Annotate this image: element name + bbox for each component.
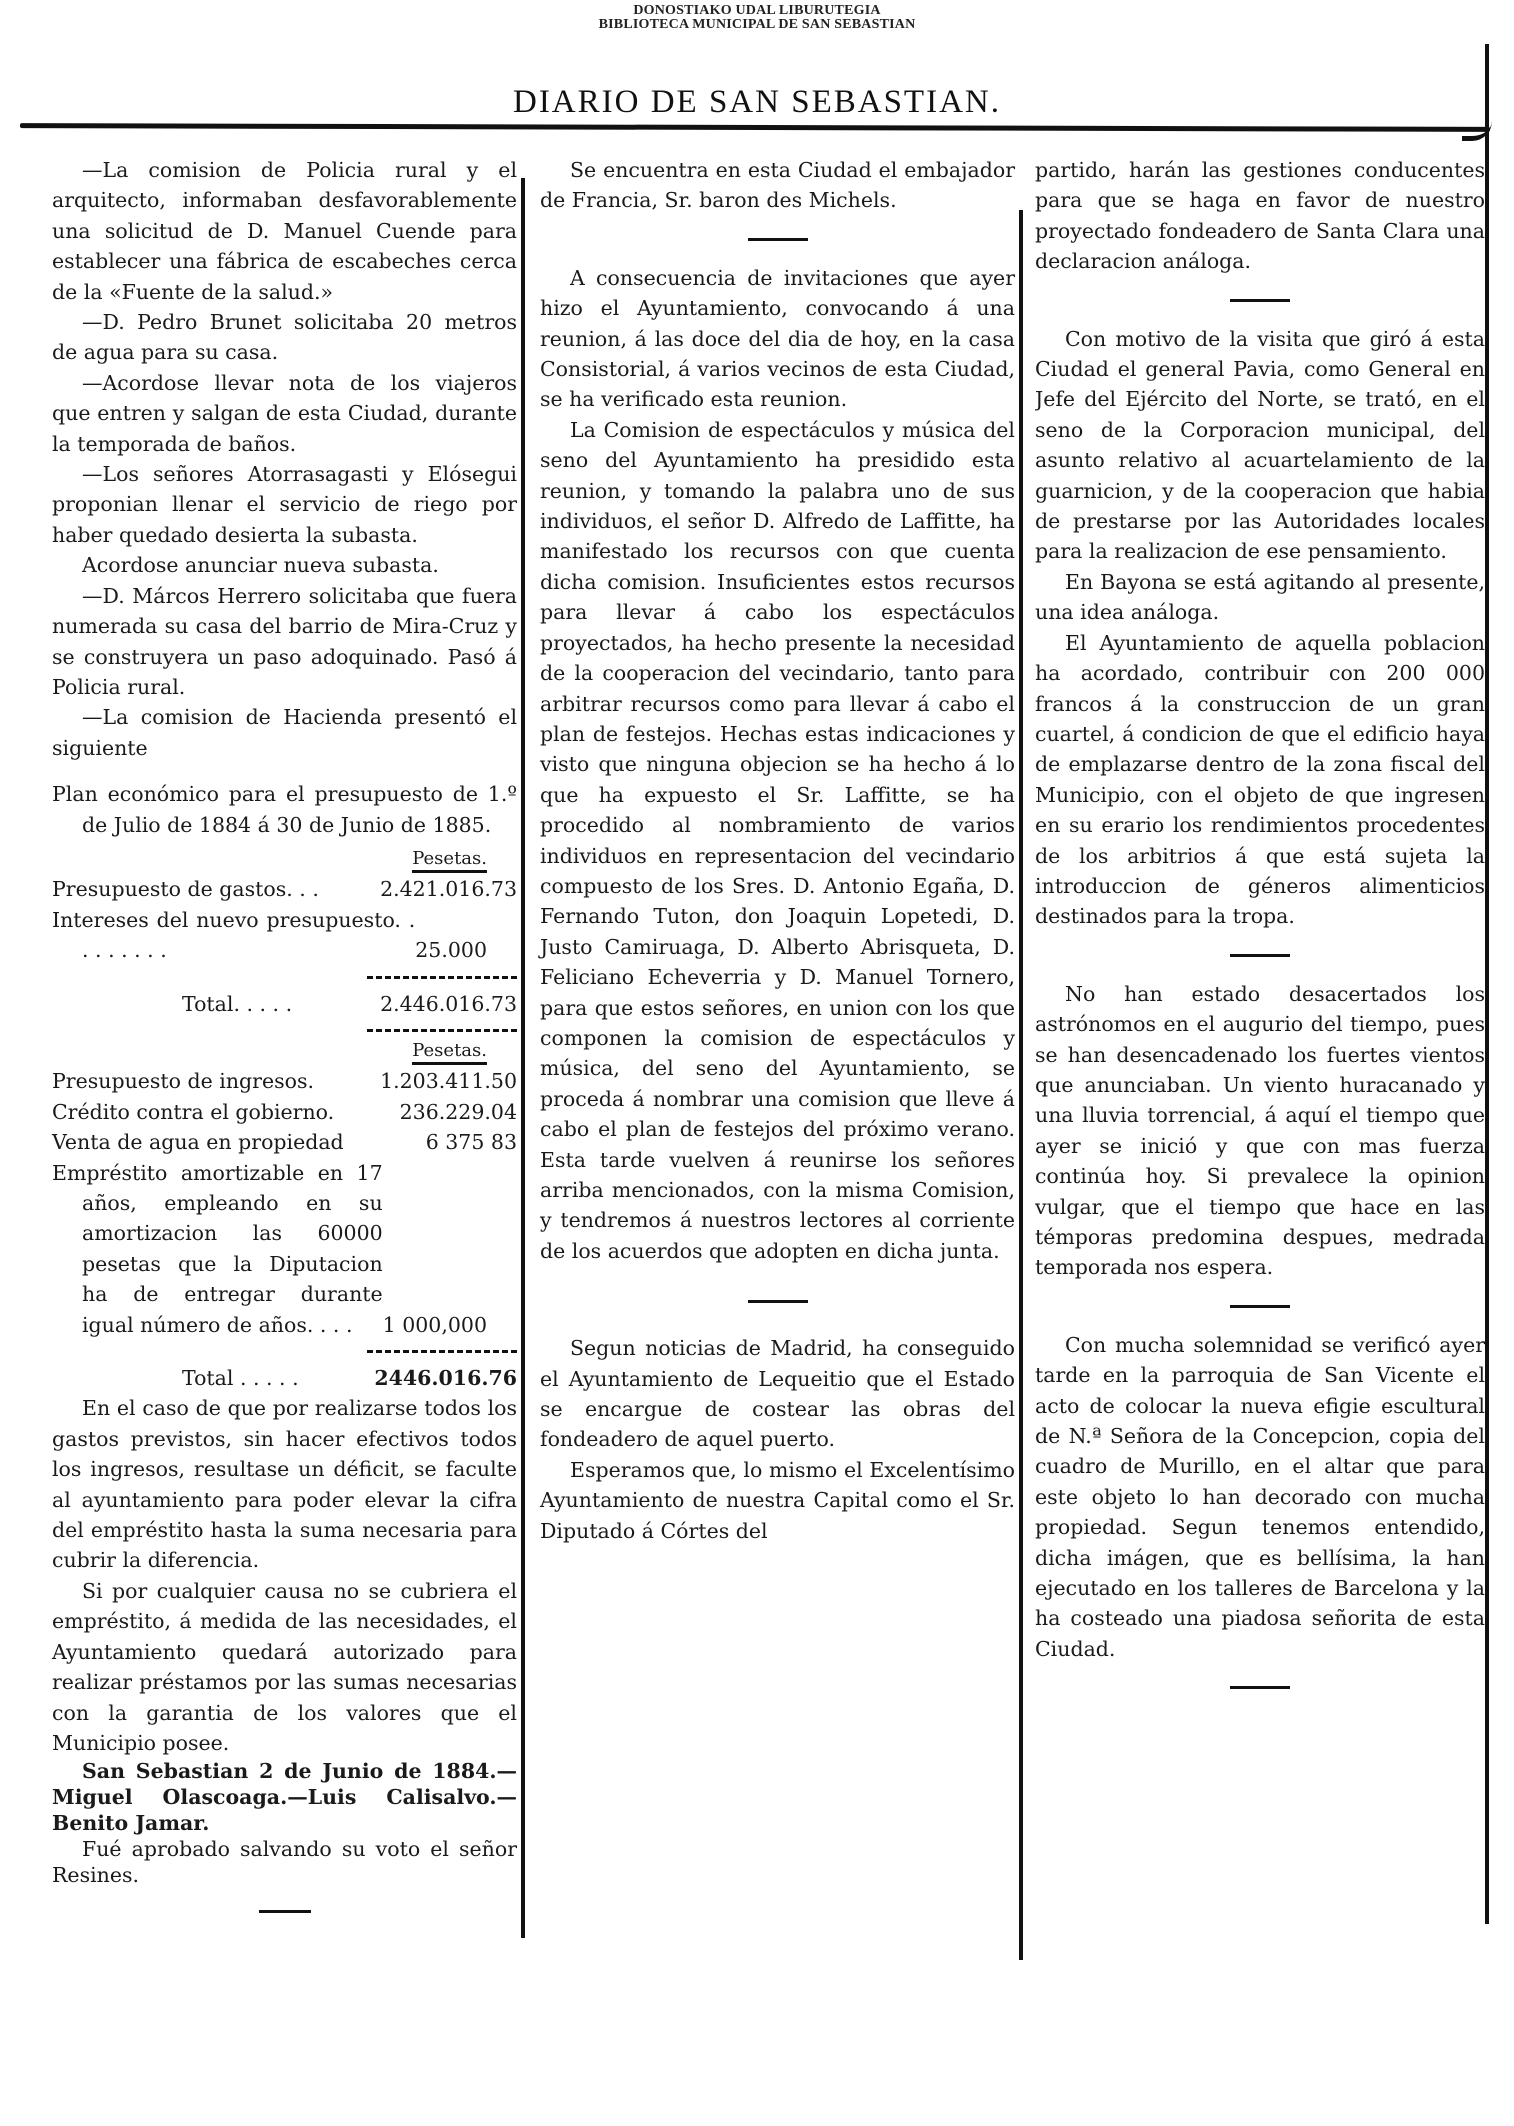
section-divider xyxy=(1230,299,1290,302)
income-label: Venta de agua en propiedad xyxy=(52,1130,344,1155)
paragraph: —Los señores Atorrasagasti y Elósegui proponian llenar el servicio de riego por haber quedado desierta la subasta. xyxy=(52,462,517,547)
income-amount: 1.203.411.50 xyxy=(380,1069,517,1094)
section-divider xyxy=(748,1300,808,1303)
income-label: Presupuesto de ingresos. xyxy=(52,1069,315,1094)
column-2 xyxy=(540,155,1015,1546)
section-divider xyxy=(1230,1305,1290,1308)
article xyxy=(540,155,1015,216)
section-divider xyxy=(1230,1686,1290,1689)
article xyxy=(1035,324,1485,932)
income-row xyxy=(52,1066,517,1096)
paragraph: Se encuentra en esta Ciudad el embajador de Francia, Sr. baron des Michels. xyxy=(540,158,1015,213)
article xyxy=(1035,979,1485,1283)
income-amount: 236.229.04 xyxy=(399,1099,517,1124)
paragraph: —D. Pedro Brunet solicitaba 20 metros de agua para su casa. xyxy=(52,310,517,365)
library-stamp xyxy=(0,4,1514,32)
paragraph: Con motivo de la visita que giró á esta Ciudad el general Pavia, como General en Jefe del Ejército del Norte, se trató, en el seno de la Corporacion municipal, del asunto relativo al acuartelamiento de la guarnicion, y de la cooperacion que habia de prestarse por las Autoridades locales para la realizacion de ese pensamiento. xyxy=(1035,326,1485,564)
paragraph: En el caso de que por realizarse todos los gastos previstos, sin hacer efectivos todos los ingresos, resultase un déficit, se faculte al ayuntamiento para poder elevar la cifra del empréstito hasta la suma necesaria para cubrir la diferencia. xyxy=(52,1396,517,1573)
paragraph: Si por cualquier causa no se cubriera el empréstito, á medida de las necesidades, el Ayuntamiento quedará autorizado para realizar préstamos por las sumas necesarias con la garantia de los valores que el Municipio posee. xyxy=(52,1578,517,1755)
expense-amount: 25.000 xyxy=(415,938,487,963)
paragraph: En Bayona se está agitando al presente, una idea análoga. xyxy=(1035,569,1485,625)
expense-label: Intereses del nuevo presupuesto. . . . . . . . . xyxy=(52,907,416,963)
income-total-row xyxy=(52,1363,517,1393)
paragraph: —D. Márcos Herrero solicitaba que fuera numerada su casa del barrio de Mira-Cruz y se construyera un paso adoquinado. Pasó á Policia rural. xyxy=(52,583,517,699)
paragraph: Esperamos que, lo mismo el Excelentísimo Ayuntamiento de nuestra Capital como el Sr. Diputado á Córtes del xyxy=(540,1457,1015,1543)
budget-plan-title: Plan económico para el presupuesto de 1.º de Julio de 1884 á 30 de Junio de 1885. xyxy=(52,782,517,837)
income-currency-header: Pesetas. xyxy=(52,1036,517,1066)
income-label: Empréstito amortizable en 17 años, empleando en su amortizacion las 60000 pesetas que la Diputacion ha de entregar durante igual número de años. . . . xyxy=(52,1160,383,1337)
column-1 xyxy=(52,155,517,1935)
income-label: Crédito contra el gobierno. xyxy=(52,1099,335,1124)
income-table xyxy=(52,1036,517,1393)
income-total-label: Total . . . . . xyxy=(182,1366,299,1391)
article-continuation xyxy=(1035,155,1485,277)
expenses-currency-header: Pesetas. xyxy=(52,844,517,874)
paragraph: partido, harán las gestiones conducentes para que se haga en favor de nuestro proyectado fondeadero de Santa Clara una declaracion análoga. xyxy=(1035,158,1485,274)
sum-rule xyxy=(367,1350,517,1353)
paragraph: A consecuencia de invitaciones que ayer hizo el Ayuntamiento, convocando á una reunion, á las doce del dia de hoy, en la casa Consistorial, á varios vecinos de esta Ciudad, se ha verificado esta reunion. xyxy=(540,265,1015,412)
masthead-rule xyxy=(20,123,1490,132)
sum-rule xyxy=(367,1029,517,1032)
income-row xyxy=(52,1127,517,1157)
paragraph: No han estado desacertados los astrónomos en el augurio del tiempo, pues se han desencadenado los fuertes vientos que anunciaban. Un viento huracanado y una lluvia torrencial, á aquí el tiempo que ayer se inició y que con mas fuerza continúa hoy. Si prevalece la opinion vulgar, que el tiempo que hace en las témporas predomina despues, medrada temporada nos espera. xyxy=(1035,981,1485,1280)
expense-row xyxy=(52,874,517,904)
newspaper-masthead: DIARIO DE SAN SEBASTIAN. xyxy=(512,84,1001,120)
paragraph: Con mucha solemnidad se verificó ayer tarde en la parroquia de San Vicente el acto de colocar la nueva efigie escultural de N.ª Señora de la Concepcion, copia del cuadro de Murillo, en el altar que para este objeto lo han decorado con mucha propiedad. Segun tenemos entendido, dicha imágen, que es bellísima, la han ejecutado en los talleres de Barcelona y la ha costeado una piadosa señorita de esta Ciudad. xyxy=(1035,1332,1485,1661)
paragraph: —Acordose llevar nota de los viajeros que entren y salgan de esta Ciudad, durante la temporada de baños. xyxy=(52,370,517,456)
income-total-amount: 2446.016.76 xyxy=(374,1366,517,1391)
section-divider xyxy=(259,1910,311,1913)
expenses-total-label: Total. . . . . xyxy=(182,991,293,1016)
column-3 xyxy=(1035,155,1485,1711)
paragraph: La Comision de espectáculos y música del seno del Ayuntamiento ha presidido esta reunion, y tomando la palabra uno de sus individuos, el señor D. Alfredo de Laffitte, ha manifestado los recursos con que cuenta dicha comision. Insuficientes estos recursos para llevar á cabo los espectáculos proyectados, ha hecho presente la necesidad de la cooperacion del vecindario, tanto para arbitrar recursos como para llevar á cabo el plan de festejos. Hechas estas indicaciones y visto que ninguna objecion se ha hecho á lo que ha expuesto el Sr. Laffitte, se ha procedido al nombramiento de varios individuos en representacion del vecindario compuesto de los Sres. D. Antonio Egaña, D. Fernando Tuton, don Joaquin Lopetedi, D. Justo Camiruaga, D. Alberto Abrisqueta, D. Feliciano Echeverria y D. Manuel Tornero, para que estos señores, en union con los que componen la comision de espectáculos y música, del seno del Ayuntamiento, se proceda á nombrar una comision que lleve á cabo el plan de festejos del próximo verano. Esta tarde vuelven á reunirse los señores arriba mencionados, con la misma Comision, y tendremos á nuestros lectores al corriente de los acuerdos que adopten en dicha junta. xyxy=(540,417,1015,1263)
income-amount: 1 000,000 xyxy=(382,1312,487,1337)
paragraph: Fué aprobado salvando su voto el señor Resines. xyxy=(52,1837,517,1888)
library-stamp-line-2: BIBLIOTECA MUNICIPAL DE SAN SEBASTIAN xyxy=(598,17,916,32)
paragraph: El Ayuntamiento de aquella poblacion ha acordado, contribuir con 200 000 francos á la construccion de un gran cuartel, á condicion de que el edificio haya de emplazarse dentro de la zona fiscal del Municipio, con el objeto de que ingresen en su erario los rendimientos procedentes de los arbitrios á que está sujeta la introduccion de géneros alimenticios destinados para la tropa. xyxy=(1035,630,1485,929)
column-separator-1 xyxy=(521,178,525,1938)
paragraph: —La comision de Policia rural y el arquitecto, informaban desfavorablemente una solicitud de D. Manuel Cuende para establecer una fábrica de escabeches cerca de la «Fuente de la salud.» xyxy=(52,158,517,304)
expenses-table xyxy=(52,844,517,1032)
library-stamp-line-1: DONOSTIAKO UDAL LIBURUTEGIA xyxy=(633,3,881,18)
expense-amount: 2.421.016.73 xyxy=(380,877,517,902)
article xyxy=(540,263,1015,1266)
expense-label: Presupuesto de gastos. . . xyxy=(52,877,319,902)
article xyxy=(540,1333,1015,1546)
sum-rule xyxy=(367,976,517,979)
expenses-total-row xyxy=(52,989,517,1019)
income-row xyxy=(52,1097,517,1127)
paragraph: —La comision de Hacienda presentó el siguiente xyxy=(52,705,517,760)
page-right-border xyxy=(1485,44,1489,1924)
income-amount: 6 375 83 xyxy=(425,1130,517,1155)
article xyxy=(1035,1330,1485,1664)
signature-line: San Sebastian 2 de Junio de 1884.—Miguel Olascoaga.—Luis Calisalvo.—Benito Jamar. xyxy=(52,1759,517,1836)
section-divider xyxy=(748,238,808,241)
income-row xyxy=(52,1158,517,1340)
paragraph: Segun noticias de Madrid, ha conseguido el Ayuntamiento de Lequeitio que el Estado se encargue de costear las obras del fondeadero de aquel puerto. xyxy=(540,1336,1015,1452)
column-separator-2 xyxy=(1019,210,1023,1960)
expense-row xyxy=(52,905,517,966)
section-divider xyxy=(1230,954,1290,957)
paragraph: Acordose anunciar nueva subasta. xyxy=(82,553,439,578)
expenses-total-amount: 2.446.016.73 xyxy=(380,991,517,1016)
